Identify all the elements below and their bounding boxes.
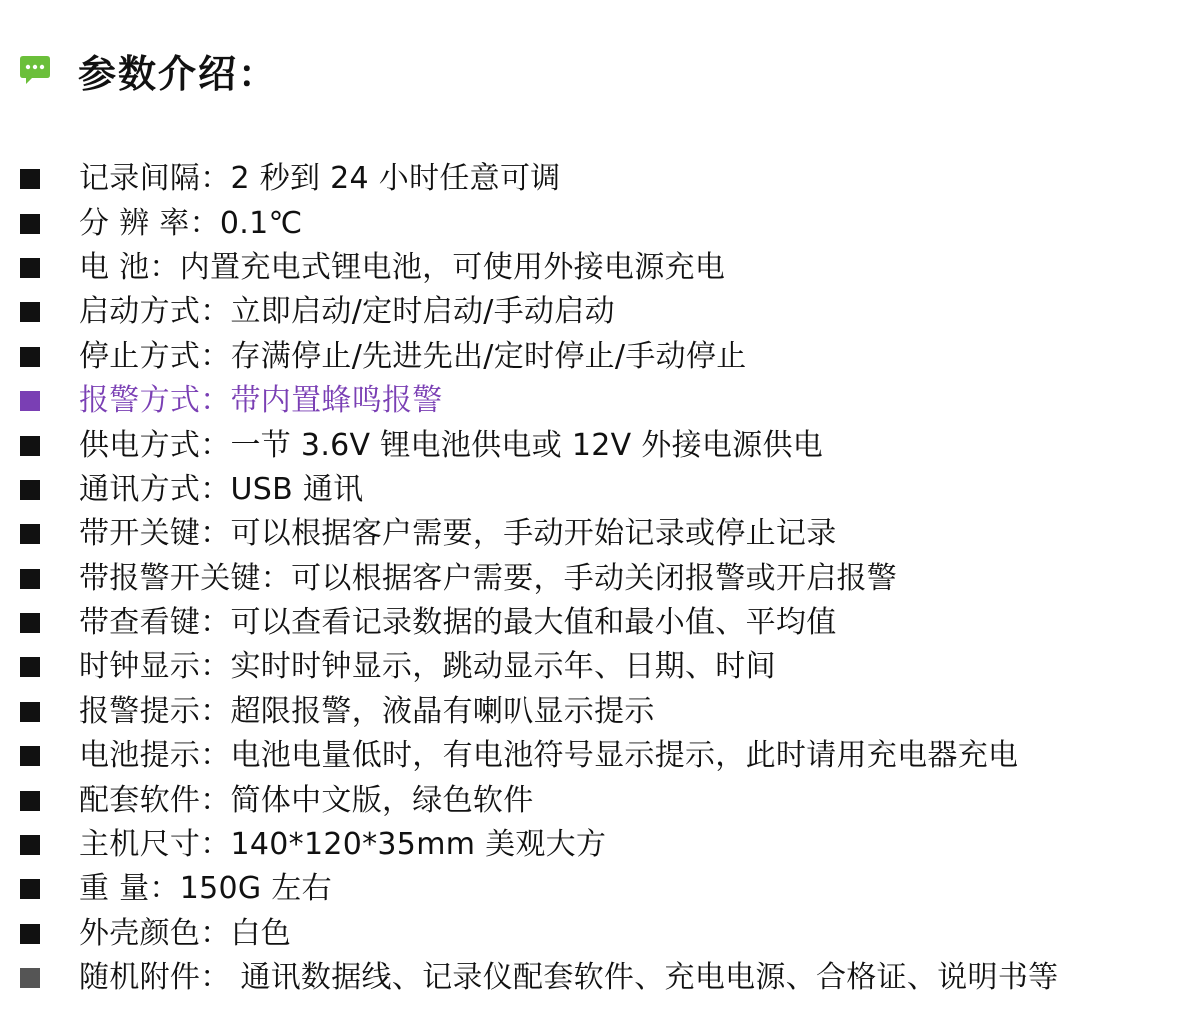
list-item: [20, 201, 1195, 245]
square-bullet-icon: [20, 302, 40, 322]
square-bullet-icon: [20, 702, 40, 722]
page-title: 参数介绍：: [78, 51, 279, 96]
list-item: [20, 956, 1195, 1000]
spec-text: 主机尺寸：140*120*35mm 美观大方: [79, 827, 607, 863]
spec-text: 带报警开关键：可以根据客户需要，手动关闭报警或开启报警: [79, 560, 898, 596]
square-bullet-icon: [20, 214, 40, 234]
square-bullet-icon: [20, 436, 40, 456]
spec-text: 记录间隔：2 秒到 24 小时任意可调: [79, 161, 561, 197]
spec-text: 带开关键：可以根据客户需要，手动开始记录或停止记录: [79, 516, 837, 552]
list-item: [20, 157, 1195, 201]
list-item: [20, 734, 1195, 778]
list-item: [20, 601, 1195, 645]
square-bullet-icon: [20, 746, 40, 766]
square-bullet-icon: [20, 968, 40, 988]
list-item: [20, 468, 1195, 512]
spec-text: 供电方式：一节 3.6V 锂电池供电或 12V 外接电源供电: [79, 427, 824, 463]
chat-bubble-icon: [18, 53, 52, 87]
list-item: [20, 423, 1195, 467]
square-bullet-icon: [20, 258, 40, 278]
list-item: [20, 823, 1195, 867]
square-bullet-icon: [20, 613, 40, 633]
list-item: [20, 557, 1195, 601]
spec-text: 电 池：内置充电式锂电池，可使用外接电源充电: [79, 249, 726, 285]
square-bullet-icon: [20, 569, 40, 589]
list-item: [20, 335, 1195, 379]
spec-text: 启动方式：立即启动/定时启动/手动启动: [79, 294, 615, 330]
square-bullet-icon: [20, 924, 40, 944]
spec-text: 报警提示：超限报警，液晶有喇叭显示提示: [79, 693, 655, 729]
spec-list: [20, 157, 1195, 1000]
spec-text: 停止方式：存满停止/先进先出/定时停止/手动停止: [79, 338, 747, 374]
spec-text: 时钟显示：实时时钟显示，跳动显示年、日期、时间: [79, 649, 776, 685]
list-item: [20, 867, 1195, 911]
square-bullet-icon: [20, 835, 40, 855]
square-bullet-icon: [20, 480, 40, 500]
spec-text: 报警方式：带内置蜂鸣报警: [79, 383, 443, 419]
square-bullet-icon: [20, 879, 40, 899]
list-item: [20, 645, 1195, 689]
spec-text: 外壳颜色：白色: [79, 915, 292, 951]
spec-text: 重 量：150G 左右: [79, 871, 332, 907]
list-item: [20, 290, 1195, 334]
spec-text: 带查看键：可以查看记录数据的最大值和最小值、平均值: [79, 605, 837, 641]
square-bullet-icon: [20, 347, 40, 367]
square-bullet-icon: [20, 657, 40, 677]
section-header: [18, 42, 278, 98]
list-item: [20, 690, 1195, 734]
list-item: [20, 246, 1195, 290]
square-bullet-icon: [20, 169, 40, 189]
spec-text: 通讯方式：USB 通讯: [79, 471, 364, 507]
square-bullet-icon: [20, 524, 40, 544]
spec-text: 分 辨 率：0.1℃: [79, 205, 303, 241]
list-item: [20, 512, 1195, 556]
square-bullet-icon: [20, 391, 40, 411]
list-item: [20, 778, 1195, 822]
spec-text: 电池提示：电池电量低时，有电池符号显示提示，此时请用充电器充电: [79, 738, 1019, 774]
spec-text: 随机附件： 通讯数据线、记录仪配套软件、充电电源、合格证、说明书等: [79, 960, 1059, 996]
list-item-highlighted: [20, 379, 1195, 423]
square-bullet-icon: [20, 791, 40, 811]
spec-text: 配套软件：简体中文版，绿色软件: [79, 782, 534, 818]
list-item: [20, 912, 1195, 956]
